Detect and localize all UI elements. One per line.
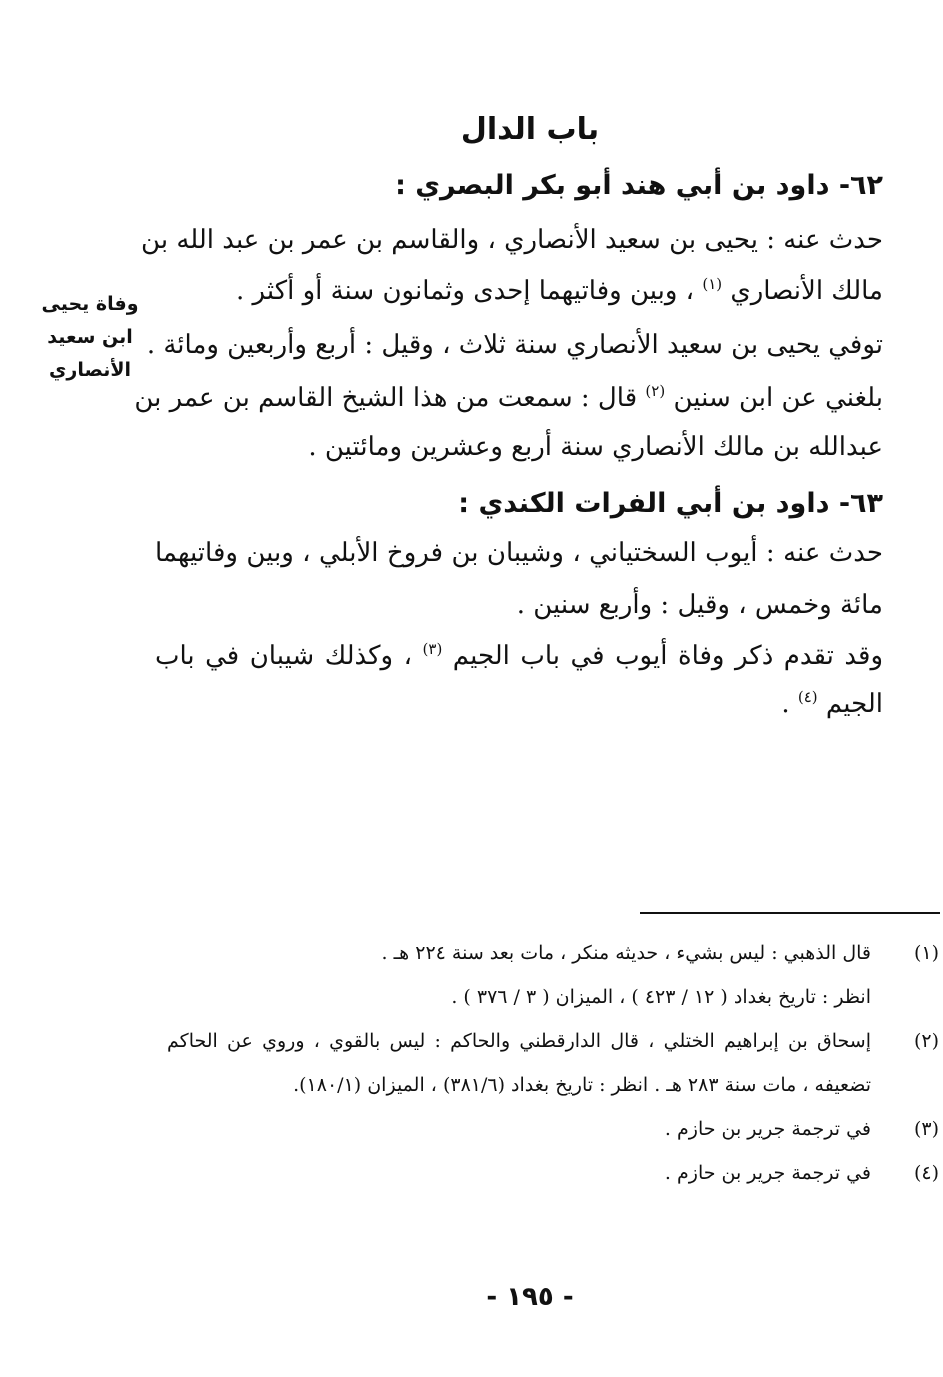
footnote-ref-4[interactable]: (٤): [797, 688, 818, 706]
entry-heading-62: ٦٢- داود بن أبي هند أبو بكر البصري :: [395, 170, 883, 201]
footnote-ref-2[interactable]: (٢): [645, 382, 666, 400]
footnote-3-line-1: في ترجمة جرير بن حازم .: [664, 1118, 871, 1140]
footnote-1-line-2: انظر : تاريخ بغداد ( ١٢ / ٤٢٣ ) ، الميزان ( ٣ / ٣٧٦ ) .: [451, 986, 871, 1008]
entry-62-line-4-text-a: بلغني عن ابن سنين: [673, 383, 883, 413]
footnote-2-line-1: إسحاق بن إبراهيم الختلي ، قال الدارقطني والحاكم : ليس بالقوي ، وروي عن الحاكم: [167, 1030, 871, 1052]
entry-63-line-1: حدث عنه : أيوب السختياني ، وشيبان بن فروخ الأبلي ، وبين وفاتيهما: [155, 538, 883, 568]
entry-62-line-5: عبدالله بن مالك الأنصاري سنة أربع وعشرين ومائتين .: [308, 432, 883, 462]
entry-63-line-4-text-a: الجيم: [825, 689, 883, 719]
footnote-3-number: (٣): [913, 1118, 939, 1140]
margin-note-line-2: ابن سعيد: [47, 326, 133, 348]
margin-note-line-3: الأنصاري: [48, 359, 131, 381]
entry-63-line-3-text-a: وقد تقدم ذكر وفاة أيوب في باب الجيم: [452, 641, 884, 671]
entry-62-line-1: حدث عنه : يحيى بن سعيد الأنصاري ، والقاسم بن عمر بن عبد الله بن: [141, 225, 883, 255]
entry-63-line-4: [781, 688, 883, 719]
entry-63-line-4-text-b: .: [781, 689, 790, 719]
entry-63-line-2: مائة وخمس ، وقيل : وأربع سنين .: [516, 590, 883, 620]
entry-62-line-2-text-a: مالك الأنصاري: [730, 276, 883, 306]
margin-note-line-1: وفاة يحيى: [41, 293, 139, 315]
footnote-2-number: (٢): [913, 1030, 939, 1052]
footnote-2-line-2: تضعيفه ، مات سنة ٢٨٣ هـ . انظر : تاريخ بغداد (٣٨١/٦) ، الميزان (١٨٠/١).: [293, 1074, 871, 1096]
footnote-1-line-1: قال الذهبي : ليس بشيء ، حديثه منكر ، مات بعد سنة ٢٢٤ هـ .: [381, 942, 871, 964]
chapter-title: باب الدال: [460, 112, 600, 147]
entry-heading-63: ٦٣- داود بن أبي الفرات الكندي :: [458, 488, 883, 519]
entry-62-line-4-text-b: قال : سمعت من هذا الشيخ القاسم بن عمر بن: [134, 383, 638, 413]
entry-62-line-3: توفي يحيى بن سعيد الأنصاري سنة ثلاث ، وقيل : أربع وأربعين ومائة .: [146, 330, 883, 360]
footnote-4-line-1: في ترجمة جرير بن حازم .: [664, 1162, 871, 1184]
footnote-4-number: (٤): [913, 1162, 939, 1184]
footnote-ref-3[interactable]: (٣): [422, 640, 443, 658]
footnote-ref-1[interactable]: (١): [702, 275, 723, 293]
footnote-separator: [640, 912, 940, 914]
entry-62-line-4: [134, 382, 883, 413]
margin-note: [30, 288, 150, 387]
entry-63-line-3: [155, 640, 883, 671]
entry-62-line-2-text-b: ، وبين وفاتيهما إحدى وثمانون سنة أو أكثر .: [235, 276, 695, 306]
page-number: - ١٩٥ -: [486, 1282, 574, 1312]
entry-62-line-2: [236, 275, 883, 306]
entry-63-line-3-text-b: ، وكذلك شيبان في باب: [155, 641, 413, 671]
footnote-1-number: (١): [913, 942, 939, 964]
